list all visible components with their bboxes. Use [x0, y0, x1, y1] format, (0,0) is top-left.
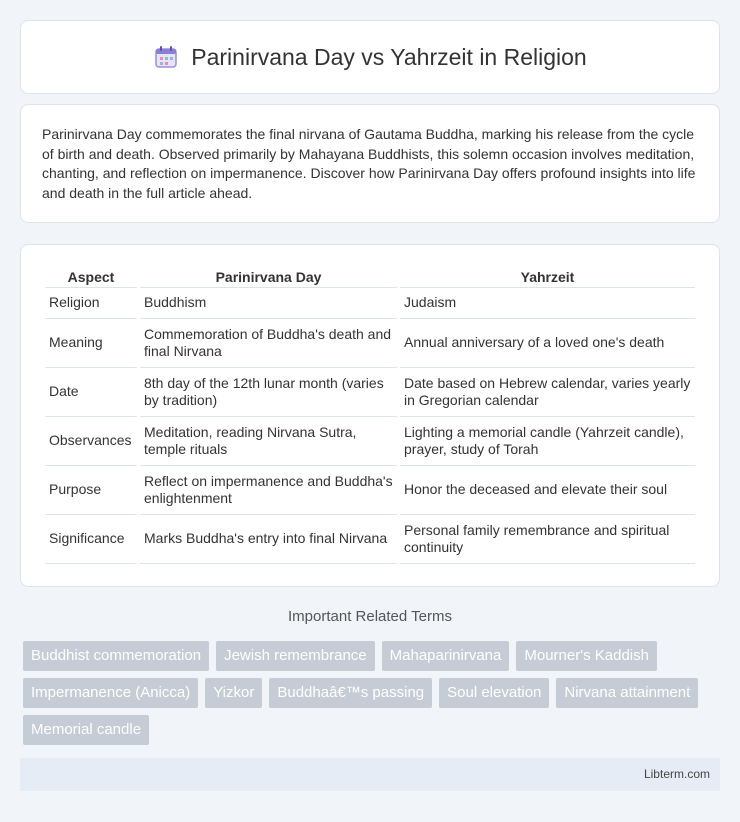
related-terms-list: [23, 641, 713, 752]
table-row: [45, 288, 695, 319]
header-parinirvana: Parinirvana Day: [140, 263, 397, 288]
comparison-table-card: [20, 244, 720, 587]
header-aspect: Aspect: [45, 263, 137, 288]
yahrzeit-cell: Annual anniversary of a loved one's death: [400, 319, 695, 368]
comparison-table: [42, 263, 698, 564]
parinirvana-cell: Marks Buddha's entry into final Nirvana: [140, 515, 397, 564]
aspect-cell: Date: [45, 368, 137, 417]
parinirvana-cell: Meditation, reading Nirvana Sutra, temple rituals: [140, 417, 397, 466]
aspect-cell: Religion: [45, 288, 137, 319]
header-yahrzeit: Yahrzeit: [400, 263, 695, 288]
aspect-cell: Significance: [45, 515, 137, 564]
related-term-tag[interactable]: Yizkor: [205, 678, 262, 708]
related-term-tag[interactable]: Mahaparinirvana: [382, 641, 510, 671]
related-term-tag[interactable]: Memorial candle: [23, 715, 149, 745]
related-term-tag[interactable]: Soul elevation: [439, 678, 549, 708]
table-row: [45, 319, 695, 368]
yahrzeit-cell: Date based on Hebrew calendar, varies yearly in Gregorian calendar: [400, 368, 695, 417]
table-row: [45, 368, 695, 417]
footer: [20, 758, 720, 791]
related-term-tag[interactable]: Buddhaâ€™s passing: [269, 678, 432, 708]
page-title: Parinirvana Day vs Yahrzeit in Religion: [191, 43, 587, 70]
intro-card: [20, 104, 720, 223]
parinirvana-cell: Buddhism: [140, 288, 397, 319]
parinirvana-cell: Reflect on impermanence and Buddha's enlightenment: [140, 466, 397, 515]
parinirvana-cell: 8th day of the 12th lunar month (varies by tradition): [140, 368, 397, 417]
yahrzeit-cell: Personal family remembrance and spiritual continuity: [400, 515, 695, 564]
title-card: [20, 20, 720, 94]
yahrzeit-cell: Judaism: [400, 288, 695, 319]
aspect-cell: Meaning: [45, 319, 137, 368]
aspect-cell: Purpose: [45, 466, 137, 515]
related-term-tag[interactable]: Nirvana attainment: [556, 678, 698, 708]
table-row: [45, 515, 695, 564]
related-term-tag[interactable]: Mourner's Kaddish: [516, 641, 657, 671]
table-header-row: [45, 263, 695, 288]
yahrzeit-cell: Lighting a memorial candle (Yahrzeit candle), prayer, study of Torah: [400, 417, 695, 466]
related-term-tag[interactable]: Buddhist commemoration: [23, 641, 209, 671]
table-row: [45, 417, 695, 466]
table-row: [45, 466, 695, 515]
intro-text: Parinirvana Day commemorates the final nirvana of Gautama Buddha, marking his release from the cycle of birth and death. Observed primarily by Mahayana Buddhists, this solemn occasion involves meditation, chanting, and reflection on impermanence. Discover how Parinirvana Day offers profound insights into life and death in the full article ahead.: [42, 126, 696, 201]
related-terms-title: Important Related Terms: [288, 608, 452, 625]
yahrzeit-cell: Honor the deceased and elevate their soul: [400, 466, 695, 515]
calendar-icon: [153, 44, 179, 70]
aspect-cell: Observances: [45, 417, 137, 466]
related-term-tag[interactable]: Impermanence (Anicca): [23, 678, 198, 708]
related-term-tag[interactable]: Jewish remembrance: [216, 641, 375, 671]
footer-site-link[interactable]: Libterm.com: [643, 767, 710, 781]
parinirvana-cell: Commemoration of Buddha's death and final Nirvana: [140, 319, 397, 368]
